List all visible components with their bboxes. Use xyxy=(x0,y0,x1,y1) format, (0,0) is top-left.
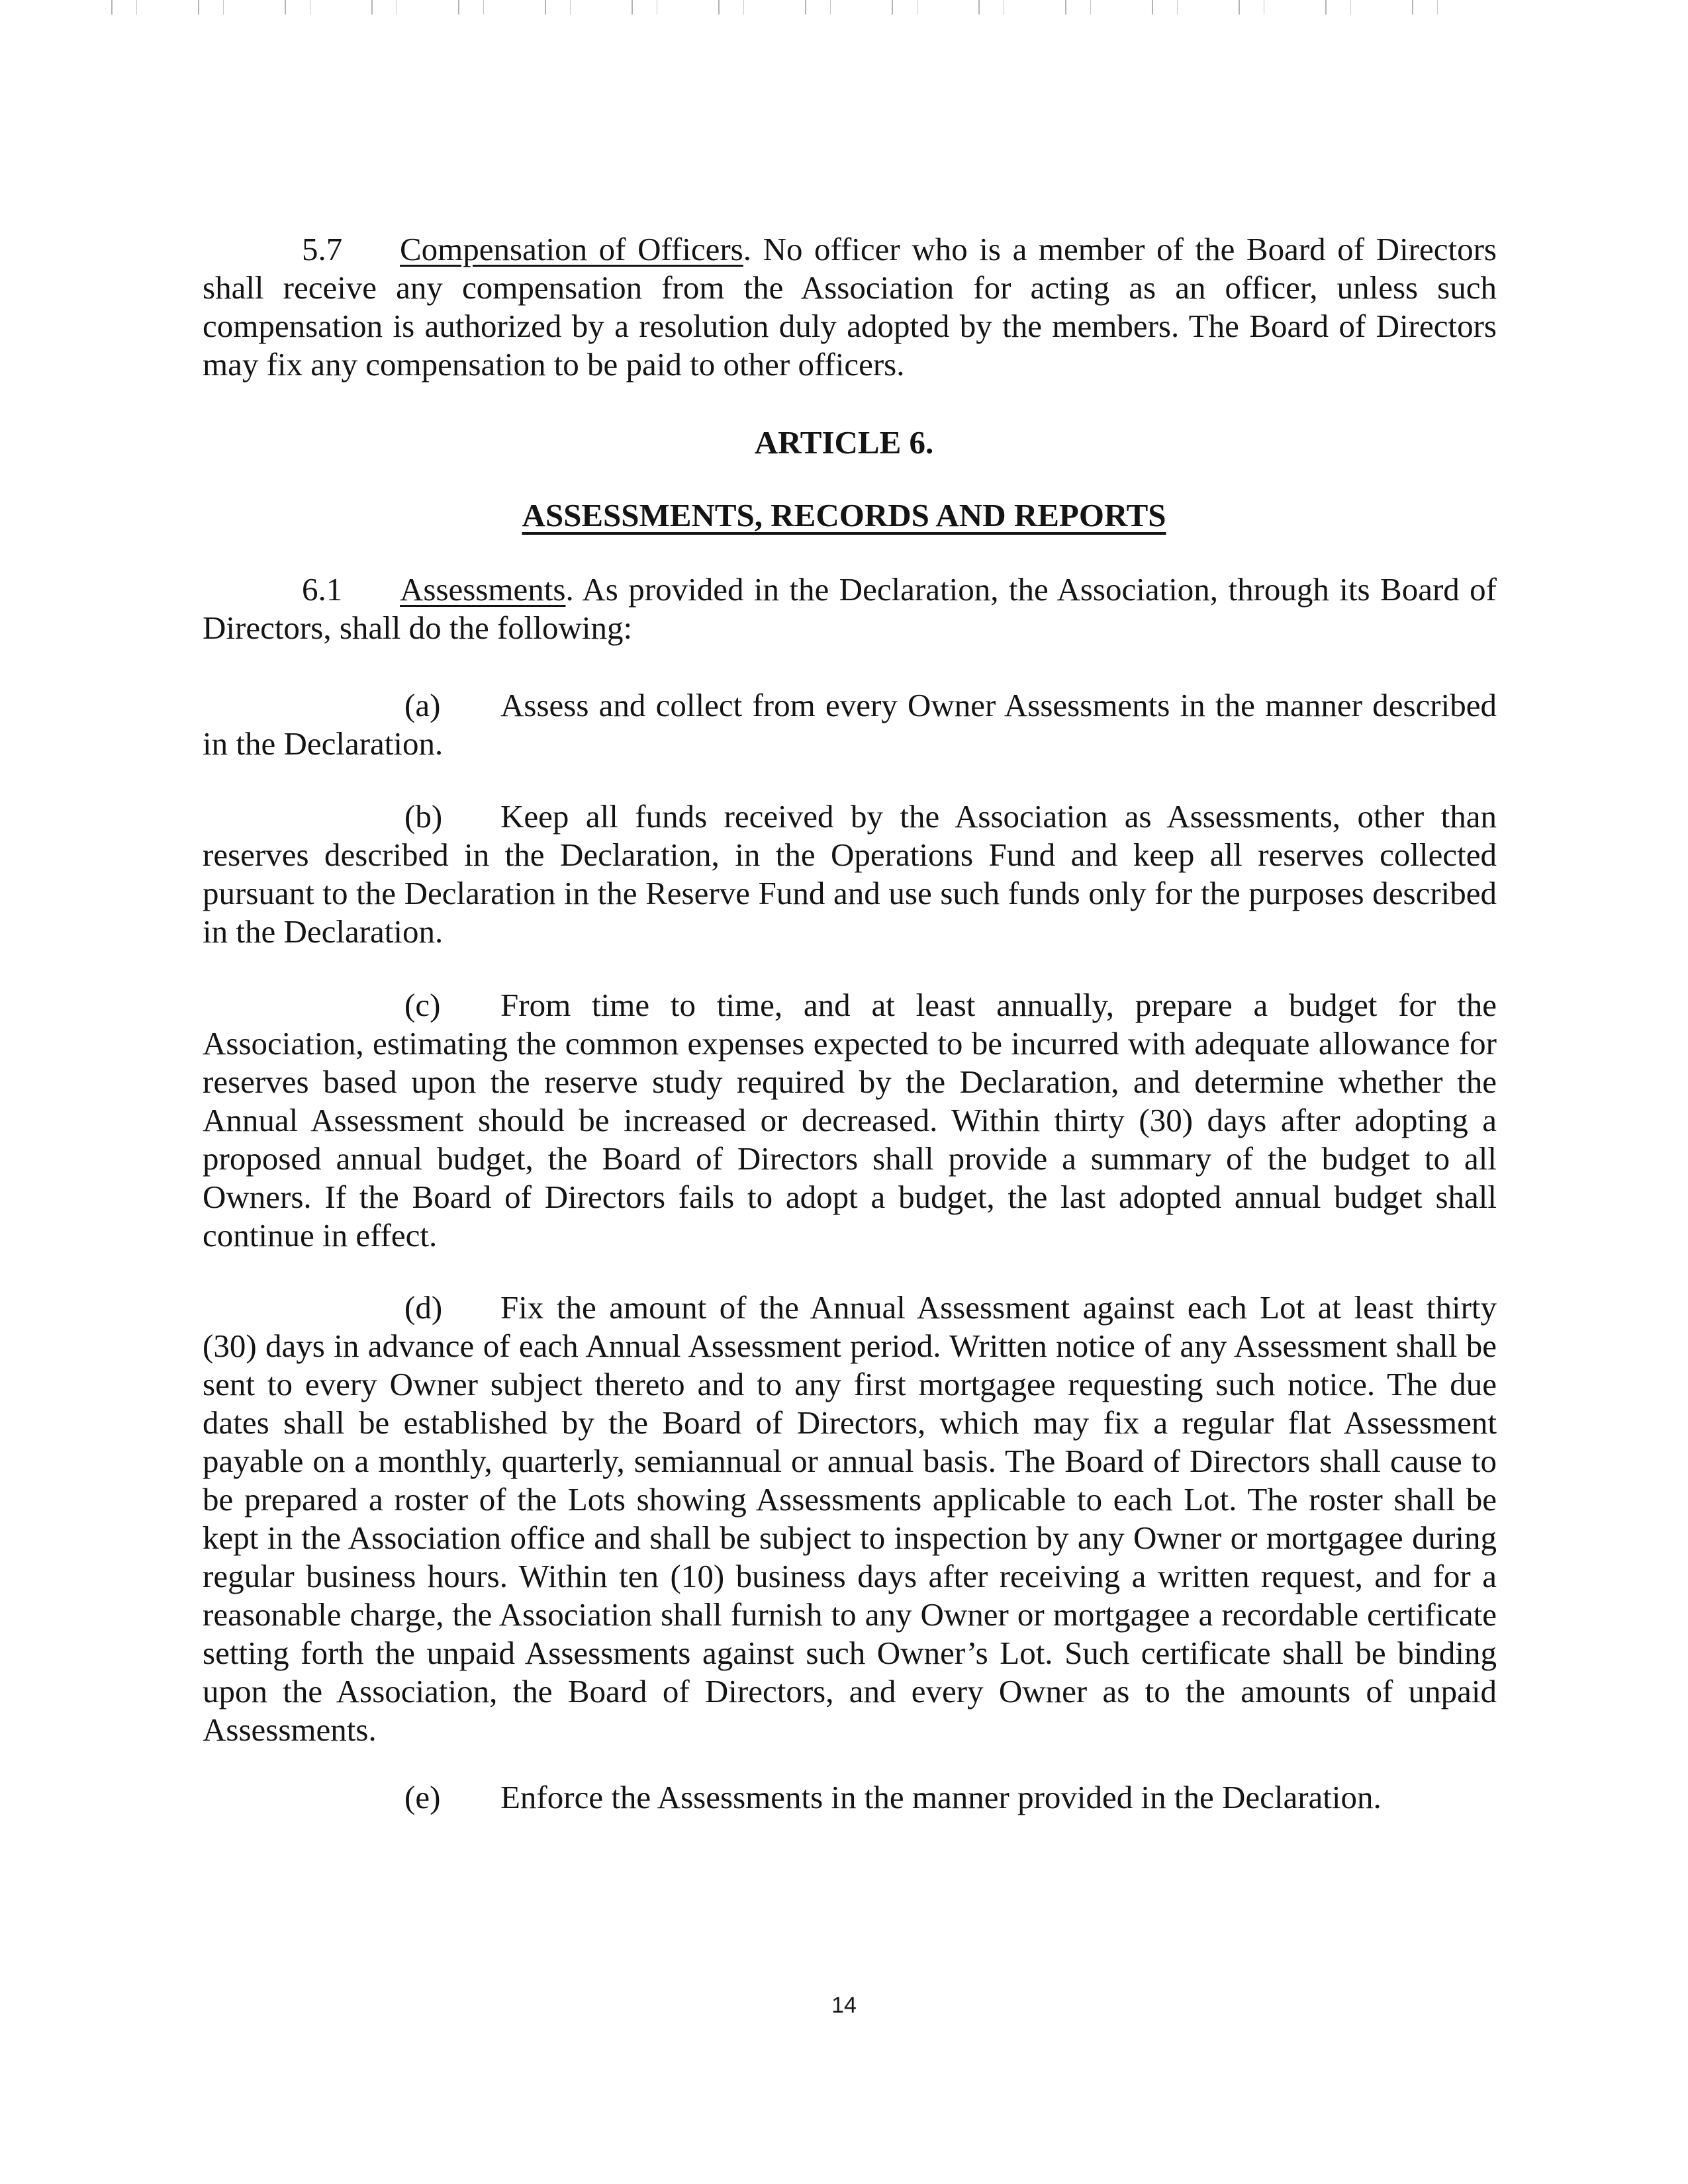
item-a-label: (a) xyxy=(404,687,441,723)
article-heading: ARTICLE 6. xyxy=(754,424,934,461)
item-c-label: (c) xyxy=(404,987,441,1023)
item-b-text: Keep all funds received by the Association as Assessments, other than reserves described in the Declaration, in the Operations Fund and keep all reserves collected pursuant to the Declaration in the Reserve Fund and use such funds only for the purposes described in the Declaration. xyxy=(203,798,1497,950)
item-b-paragraph xyxy=(203,797,1497,951)
item-e-paragraph xyxy=(203,1778,1497,1817)
item-e-text: Enforce the Assessments in the manner provided in the Declaration. xyxy=(500,1779,1382,1815)
section-6-1-title: Assessments xyxy=(400,571,566,608)
item-b-label: (b) xyxy=(404,798,443,835)
item-d-label: (d) xyxy=(404,1289,443,1326)
section-5-7-paragraph xyxy=(203,230,1497,384)
section-6-1-body: . As provided in the Declaration, the Association, through its Board of Directors, shall do the following: xyxy=(203,571,1497,646)
item-a-text: Assess and collect from every Owner Assessments in the manner described in the Declaration. xyxy=(203,687,1497,762)
section-5-7-title: Compensation of Officers xyxy=(400,231,743,267)
item-c-paragraph xyxy=(203,986,1497,1255)
item-c-text: From time to time, and at least annually, prepare a budget for the Association, estimating the common expenses expected to be incurred with adequate allowance for reserves based upon the reserve study required by the Declaration, and determine whether the Annual Assessment should be increased or decreased. Within thirty (30) days after adopting a proposed annual budget, the Board of Directors shall provide a summary of the budget to all Owners. If the Board of Directors fails to adopt a budget, the last adopted annual budget shall continue in effect. xyxy=(203,987,1497,1253)
section-6-1-paragraph xyxy=(203,570,1497,647)
item-e-label: (e) xyxy=(404,1779,441,1815)
page-number: 14 xyxy=(831,1993,857,2018)
scan-noise-strip xyxy=(86,0,1470,15)
item-a-paragraph xyxy=(203,686,1497,763)
section-5-7-body: . No officer who is a member of the Board of Directors shall receive any compensation from the Association for acting as an officer, unless such compensation is authorized by a resolution duly adopted by the members. The Board of Directors may fix any compensation to be paid to other officers. xyxy=(203,231,1497,383)
section-5-7-number: 5.7 xyxy=(302,231,343,267)
section-6-1-number: 6.1 xyxy=(302,571,343,608)
item-d-paragraph xyxy=(203,1289,1497,1749)
article-title: ASSESSMENTS, RECORDS AND REPORTS xyxy=(522,497,1166,533)
item-d-text: Fix the amount of the Annual Assessment against each Lot at least thirty (30) days in advance of each Annual Assessment period. Written notice of any Assessment shall be sent to every Owner subject thereto and to any first mortgagee requesting such notice. The due dates shall be established by the Board of Directors, which may fix a regular flat Assessment payable on a monthly, quarterly, semiannual or annual basis. The Board of Directors shall cause to be prepared a roster of the Lots showing Assessments applicable to each Lot. The roster shall be kept in the Association office and shall be subject to inspection by any Owner or mortgagee during regular business hours. Within ten (10) business days after receiving a written request, and for a reasonable charge, the Association shall furnish to any Owner or mortgagee a recordable certificate setting forth the unpaid Assessments against such Owner’s Lot. Such certificate shall be binding upon the Association, the Board of Directors, and every Owner as to the amounts of unpaid Assessments. xyxy=(203,1289,1497,1748)
